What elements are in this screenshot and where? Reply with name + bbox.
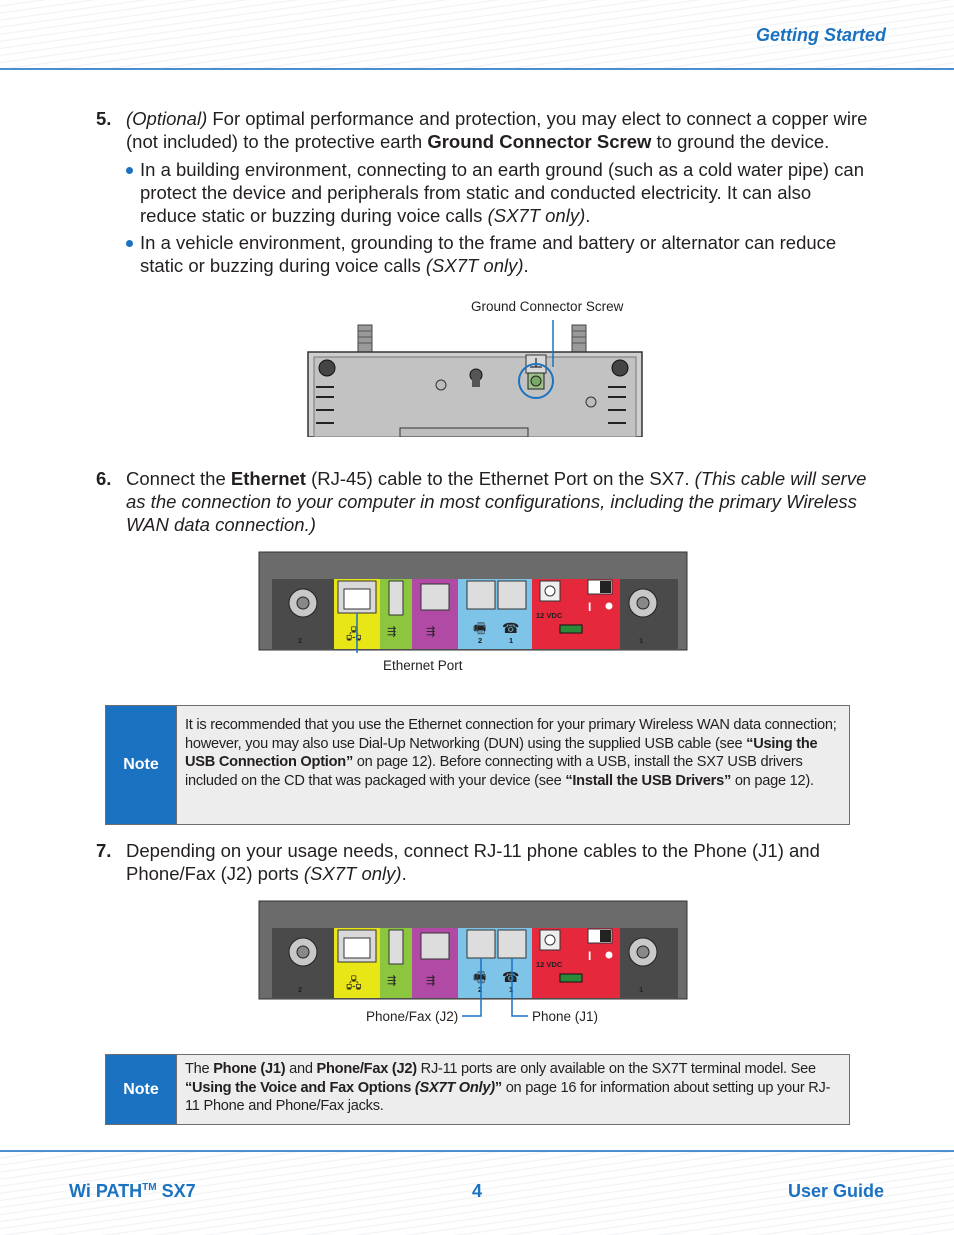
phone-port-icon xyxy=(498,581,526,609)
figure-caption-ground-screw: Ground Connector Screw xyxy=(471,299,624,314)
step-6 xyxy=(96,467,871,536)
usb-icon: ⇶ xyxy=(387,975,397,987)
power-label: 12 VDC xyxy=(536,611,563,620)
switch-on-mark: I xyxy=(588,949,592,963)
mount-hole-icon xyxy=(586,397,596,407)
step-text: (Optional) For optimal performance and protection, you may elect to connect a copper wire (not included) to the protective earth Ground Connector Screw to ground the device. xyxy=(126,108,868,152)
usb-b-port-icon xyxy=(421,933,449,959)
screw-left-icon xyxy=(319,360,335,376)
phone-fax-port-icon xyxy=(467,581,495,609)
phone-icon: ☎ xyxy=(502,620,520,636)
switch-off-mark xyxy=(606,952,613,959)
note-box-usb xyxy=(105,705,850,825)
step-number: 5. xyxy=(96,108,112,129)
phone-icon: ☎ xyxy=(502,969,520,985)
step-number: 7. xyxy=(96,840,112,861)
network-icon: 🖧 xyxy=(346,626,362,642)
bullet-icon xyxy=(126,240,133,247)
note-box-phone xyxy=(105,1054,850,1125)
link-install-usb-drivers[interactable]: “Install the USB Drivers” xyxy=(565,772,732,789)
usb-a-port-icon xyxy=(389,581,403,615)
footer-page-number: 4 xyxy=(472,1181,483,1201)
bullet-building: In a building environment, connecting to an earth ground (such as a cold water pipe) can protect the device and peripherals from static and conducted electricity. It can also reduce static or buzzing during voice calls (SX7T only). xyxy=(126,158,866,227)
figure-caption-phone: Phone (J1) xyxy=(532,1009,599,1024)
network-icon: 🖧 xyxy=(346,975,362,991)
port-panel-figure-ethernet xyxy=(258,551,690,653)
link-voice-fax-options[interactable]: “Using the Voice and Fax Options (SX7T Only)” xyxy=(185,1079,502,1096)
antenna-left-icon xyxy=(358,325,372,353)
usb-a-port-icon xyxy=(389,930,403,964)
power-label: 12 VDC xyxy=(536,960,563,969)
status-led-icon xyxy=(560,974,582,982)
usb-icon: ⇶ xyxy=(426,626,436,638)
device-rear-figure xyxy=(300,315,645,437)
phone-2-label: 2 xyxy=(478,985,483,994)
figure-caption-phone-fax: Phone/Fax (J2) xyxy=(366,1009,459,1024)
header-rule xyxy=(0,68,954,70)
bullet-icon xyxy=(126,167,133,174)
step-number: 6. xyxy=(96,468,112,489)
label-slot xyxy=(400,428,528,437)
antenna-2-label: 2 xyxy=(298,636,303,645)
usb-icon: ⇶ xyxy=(387,626,397,638)
phone-1-label: 1 xyxy=(509,636,514,645)
phone-2-label: 2 xyxy=(478,636,483,645)
switch-off-mark xyxy=(606,603,613,610)
antenna-1-label: 1 xyxy=(639,985,644,994)
fax-icon: 🖷 xyxy=(473,620,487,636)
step-7 xyxy=(96,839,871,885)
note-body: It is recommended that you use the Ethernet connection for your primary Wireless WAN data connection; however, you may also use Dial-Up Networking (DUN) using the supplied USB cable (see “Using the USB Connection Option” on page 12). Before connecting with a USB, install the SX7 USB drivers included on the CD that was packaged with your device (see “Install the USB Drivers” on page 12). xyxy=(185,717,837,789)
status-led-icon xyxy=(560,625,582,633)
step-text: Connect the Ethernet (RJ-45) cable to the Ethernet Port on the SX7. (This cable will serve as the connection to your computer in most configurations, including the primary Wireless WAN data connection.) xyxy=(126,468,867,535)
switch-on-mark: I xyxy=(588,600,592,614)
note-label: Note xyxy=(106,706,177,824)
link-usb-connection-option[interactable]: “Using the USB Connection Option” xyxy=(185,735,818,771)
step-text: Depending on your usage needs, connect RJ-11 phone cables to the Phone (J1) and Phone/Fax (J2) ports (SX7T only). xyxy=(126,840,820,884)
fax-icon: 🖷 xyxy=(473,969,487,985)
note-label: Note xyxy=(106,1055,177,1124)
mount-hole-icon xyxy=(436,380,446,390)
port-panel-figure-phone xyxy=(258,900,690,1020)
note-body: The Phone (J1) and Phone/Fax (J2) RJ-11 ports are only available on the SX7T terminal model. See “Using the Voice and Fax Options (SX7T Only)” on page 16 for information about setting up your RJ-11 Phone and Phone/Fax jacks. xyxy=(185,1061,831,1115)
phone-fax-port-icon xyxy=(467,930,495,958)
step-5 xyxy=(96,107,871,153)
phone-1-label: 1 xyxy=(509,985,514,994)
footer-product: Wi PATH™ SX7 xyxy=(69,1181,196,1201)
usb-icon: ⇶ xyxy=(426,975,436,987)
screw-right-icon xyxy=(612,360,628,376)
header-title: Getting Started xyxy=(755,25,886,45)
figure-caption-ethernet-port: Ethernet Port xyxy=(383,658,463,673)
antenna-2-label: 2 xyxy=(298,985,303,994)
antenna-1-label: 1 xyxy=(639,636,644,645)
antenna-right-icon xyxy=(572,325,586,353)
footer-guide: User Guide xyxy=(787,1181,884,1201)
usb-b-port-icon xyxy=(421,584,449,610)
bullet-vehicle: In a vehicle environment, grounding to the frame and battery or alternator can reduce static or buzzing during voice calls (SX7T only). xyxy=(126,231,866,277)
phone-port-icon xyxy=(498,930,526,958)
